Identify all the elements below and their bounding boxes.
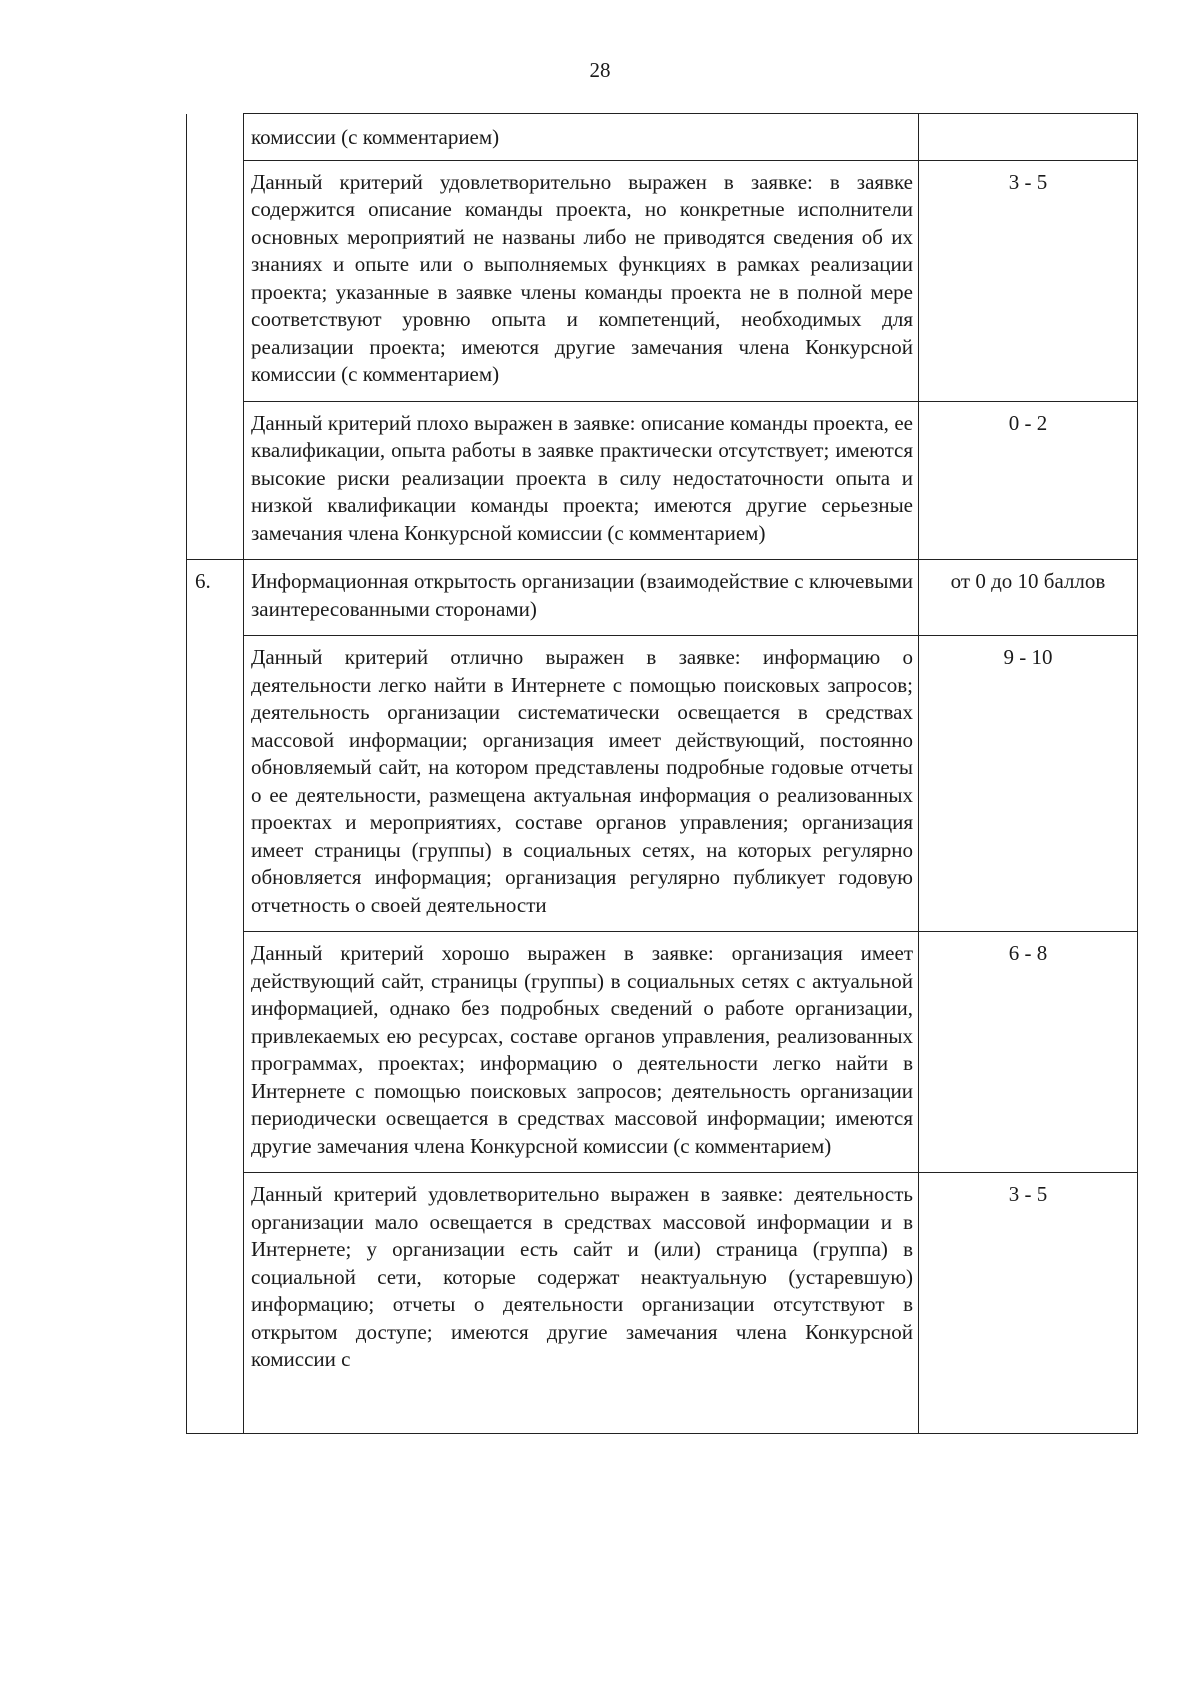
criterion-text: Данный критерий отлично выражен в заявке: информацию о деятельности легко найти в Интернете с помощью поисковых запросов; деятельность организации систематически освещается в средствах массовой информации; организация имеет действующий, постоянно обновляемый сайт, на котором представлены подробные годовые отчеты о ее деятельности, размещена актуальная информация о реализованных проектах и мероприятиях, составе органов управления; организация имеет страницы (группы) в социальных сетях, на которых регулярно обновляется информация; организация регулярно публикует годовую отчетность о своей деятельности (244, 636, 919, 932)
criterion-text: Данный критерий удовлетворительно выражен в заявке: деятельность организации мало освещается в средствах массовой информации и в Интернете; у организации есть сайт и (или) страница (группа) в социальной сети, которые содержат неактуальную (устаревшую) информацию; отчеты о деятельности организации отсутствуют в открытом доступе; имеются другие замечания члена Конкурсной комиссии с (244, 1173, 919, 1434)
row-number (187, 636, 244, 932)
table-row (187, 560, 1138, 636)
score-range: 0 - 2 (919, 401, 1138, 560)
table-row (187, 1173, 1138, 1434)
criterion-text: Данный критерий плохо выражен в заявке: описание команды проекта, ее квалификации, опыта работы в заявке практически отсутствует; имеются высокие риски реализации проекта в силу недостаточности опыта и низкой квалификации команды проекта; имеются другие серьезные замечания члена Конкурсной комиссии (с комментарием) (244, 401, 919, 560)
criterion-text: Данный критерий удовлетворительно выражен в заявке: в заявке содержится описание команды проекта, но конкретные исполнители основных мероприятий не названы либо не приводятся сведения об их знаниях и опыте или о выполняемых функциях в рамках реализации проекта; указанные в заявке члены команды проекта не в полной мере соответствуют уровню опыта и компетенций, необходимых для реализации проекта; имеются другие замечания члена Конкурсной комиссии (с комментарием) (244, 160, 919, 401)
table-row (187, 932, 1138, 1173)
criterion-text: комиссии (с комментарием) (244, 114, 919, 161)
score-range: 6 - 8 (919, 932, 1138, 1173)
criteria-table (186, 113, 1138, 1434)
table-row (187, 160, 1138, 401)
row-number (187, 160, 244, 401)
score-range: 9 - 10 (919, 636, 1138, 932)
page-number: 28 (589, 58, 611, 82)
score-range: 3 - 5 (919, 160, 1138, 401)
score-range: от 0 до 10 баллов (919, 560, 1138, 636)
table-row (187, 401, 1138, 560)
criterion-title: Информационная открытость организации (взаимодействие с ключевыми заинтересованными сторонами) (244, 560, 919, 636)
criterion-text: Данный критерий хорошо выражен в заявке: организация имеет действующий сайт, страницы (группы) в социальных сетях с актуальной информацией, однако без подробных сведений о работе организации, привлекаемых ею ресурсах, составе органов управления, реализованных программах, проектах; информацию о деятельности легко найти в Интернете с помощью поисковых запросов; деятельность организации периодически освещается в средствах массовой информации; имеются другие замечания члена Конкурсной комиссии (с комментарием) (244, 932, 919, 1173)
row-number: 6. (187, 560, 244, 636)
row-number (187, 401, 244, 560)
score-range: 3 - 5 (919, 1173, 1138, 1434)
row-number (187, 114, 244, 161)
table-row (187, 114, 1138, 161)
row-number (187, 1173, 244, 1434)
score-range (919, 114, 1138, 161)
row-number (187, 932, 244, 1173)
table-row (187, 636, 1138, 932)
